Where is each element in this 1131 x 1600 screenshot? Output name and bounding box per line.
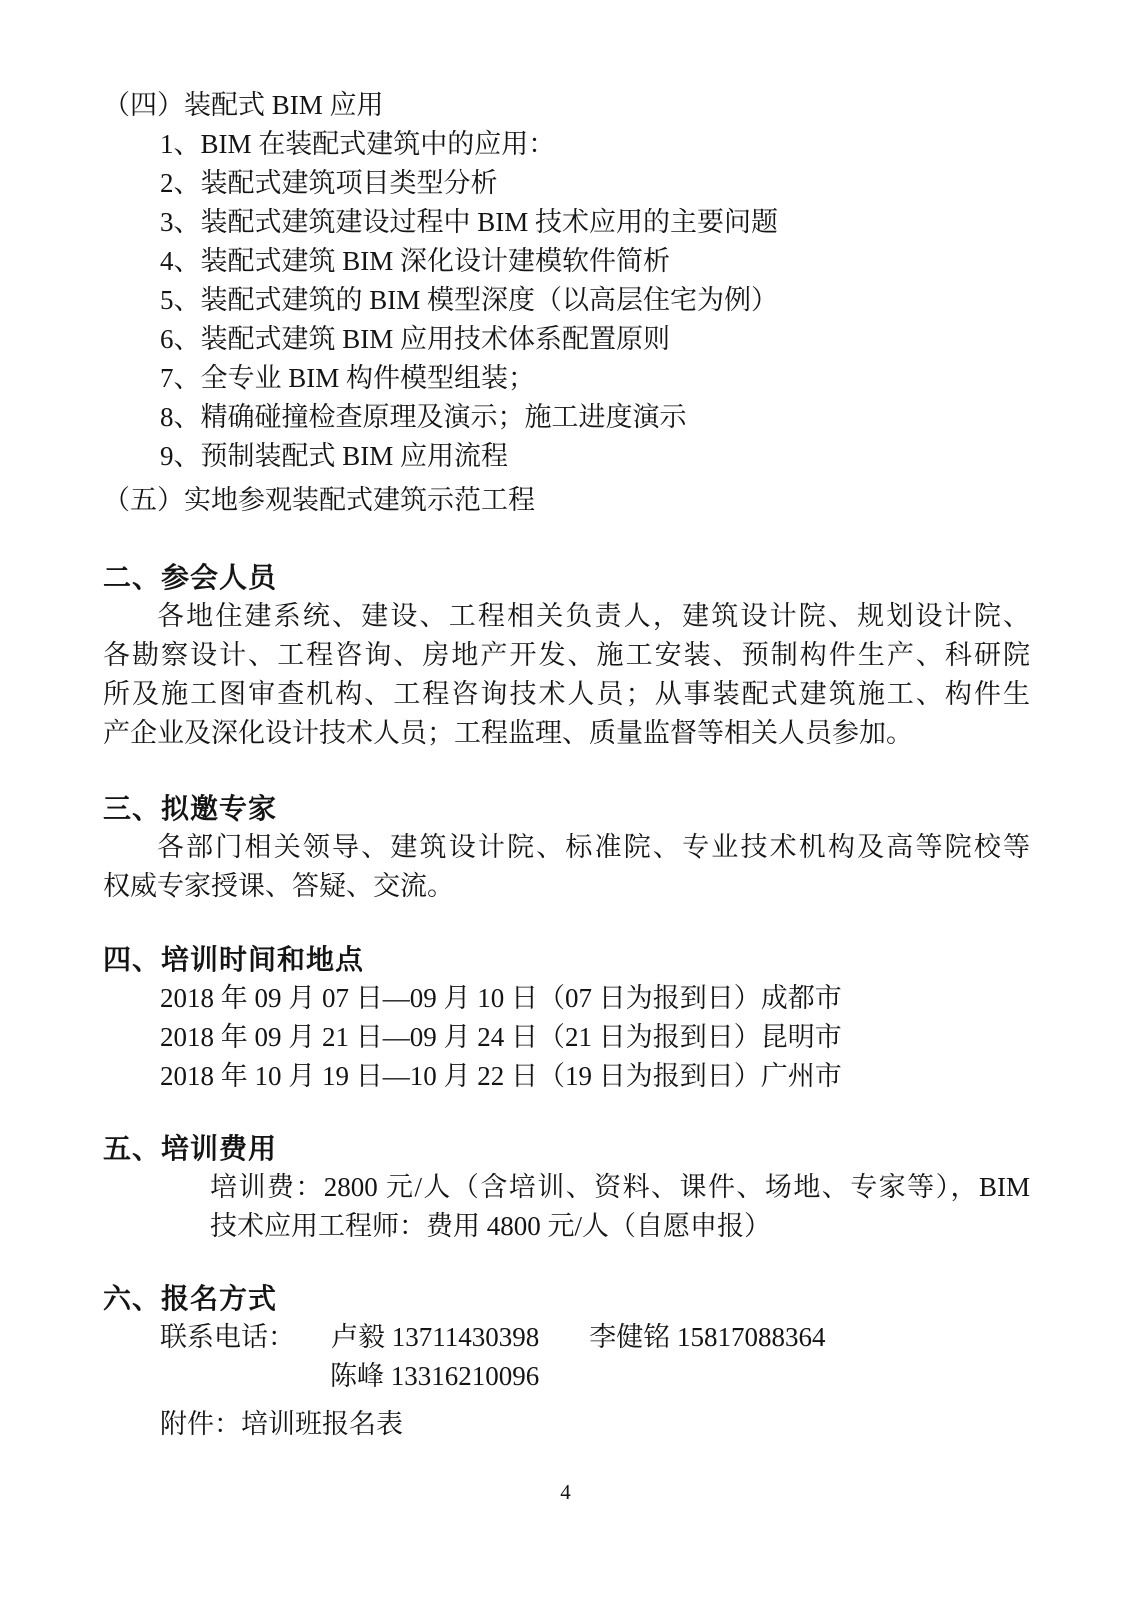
- list-item: 6、装配式建筑 BIM 应用技术体系配置原则: [160, 324, 671, 354]
- registration-title: 六、报名方式: [103, 1283, 278, 1314]
- paragraph-line: 所及施工图审查机构、工程咨询技术人员；从事装配式建筑施工、构件生: [103, 679, 1030, 709]
- section-5-heading: （五）实地参观装配式建筑示范工程: [103, 485, 535, 515]
- page-number: 4: [560, 1480, 571, 1504]
- attendees-title: 二、参会人员: [103, 562, 278, 593]
- paragraph-line: 产企业及深化设计技术人员；工程监理、质量监督等相关人员参加。: [103, 718, 913, 748]
- section-experts: [103, 789, 1030, 906]
- paragraph-line: 各地住建系统、建设、工程相关负责人，建筑设计院、规划设计院、: [157, 601, 1030, 631]
- contact-entry: 李健铭 15817088364: [589, 1322, 826, 1352]
- schedule-date: 2018 年 09 月 07 日—09 月 10 日（07 日为报到日）成都市: [160, 983, 842, 1013]
- schedule-date: 2018 年 10 月 19 日—10 月 22 日（19 日为报到日）广州市: [160, 1061, 842, 1091]
- list-item: 2、装配式建筑项目类型分析: [160, 168, 498, 198]
- attachment-note: 附件：培训班报名表: [160, 1409, 403, 1439]
- fee-line: 培训费：2800 元/人（含培训、资料、课件、场地、专家等），BIM: [210, 1172, 1030, 1202]
- contact-row: [160, 1318, 1030, 1357]
- paragraph-line: 各勘察设计、工程咨询、房地产开发、施工安装、预制构件生产、科研院: [103, 640, 1030, 670]
- attendees-paragraph: [103, 597, 1030, 753]
- schedule-date: 2018 年 09 月 21 日—09 月 24 日（21 日为报到日）昆明市: [160, 1022, 842, 1052]
- section-registration: [103, 1279, 1030, 1396]
- contact-label: 联系电话：: [160, 1322, 295, 1352]
- list-item: 7、全专业 BIM 构件模型组装；: [160, 363, 536, 393]
- list-item: 3、装配式建筑建设过程中 BIM 技术应用的主要问题: [160, 207, 779, 237]
- contact-row: [330, 1357, 1030, 1396]
- section-4-list: [103, 125, 1030, 476]
- list-item: 9、预制装配式 BIM 应用流程: [160, 441, 509, 471]
- section-4-heading: （四）装配式 BIM 应用: [103, 90, 384, 120]
- list-item: 1、BIM 在装配式建筑中的应用：: [160, 129, 556, 159]
- paragraph-line: 各部门相关领导、建筑设计院、标准院、专业技术机构及高等院校等: [157, 832, 1030, 862]
- section-attendees: [103, 558, 1030, 753]
- paragraph-line: 权威专家授课、答疑、交流。: [103, 871, 454, 901]
- section-fees: [103, 1129, 1030, 1246]
- fees-paragraph: [103, 1168, 1030, 1246]
- experts-title: 三、拟邀专家: [103, 793, 278, 824]
- section-schedule: [103, 940, 1030, 1096]
- list-item: 4、装配式建筑 BIM 深化设计建模软件简析: [160, 246, 671, 276]
- contact-entry: 卢毅 13711430398: [331, 1322, 540, 1352]
- contact-entry: 陈峰 13316210096: [330, 1361, 540, 1391]
- fee-line: 技术应用工程师：费用 4800 元/人（自愿申报）: [210, 1211, 772, 1241]
- experts-paragraph: [103, 828, 1030, 906]
- fees-title: 五、培训费用: [103, 1133, 278, 1164]
- list-item: 8、精确碰撞检查原理及演示；施工进度演示: [160, 402, 687, 432]
- list-item: 5、装配式建筑的 BIM 模型深度（以高层住宅为例）: [160, 285, 779, 315]
- schedule-title: 四、培训时间和地点: [103, 944, 365, 975]
- section-4-bim-application: [103, 86, 1030, 476]
- schedule-dates: [103, 979, 1030, 1096]
